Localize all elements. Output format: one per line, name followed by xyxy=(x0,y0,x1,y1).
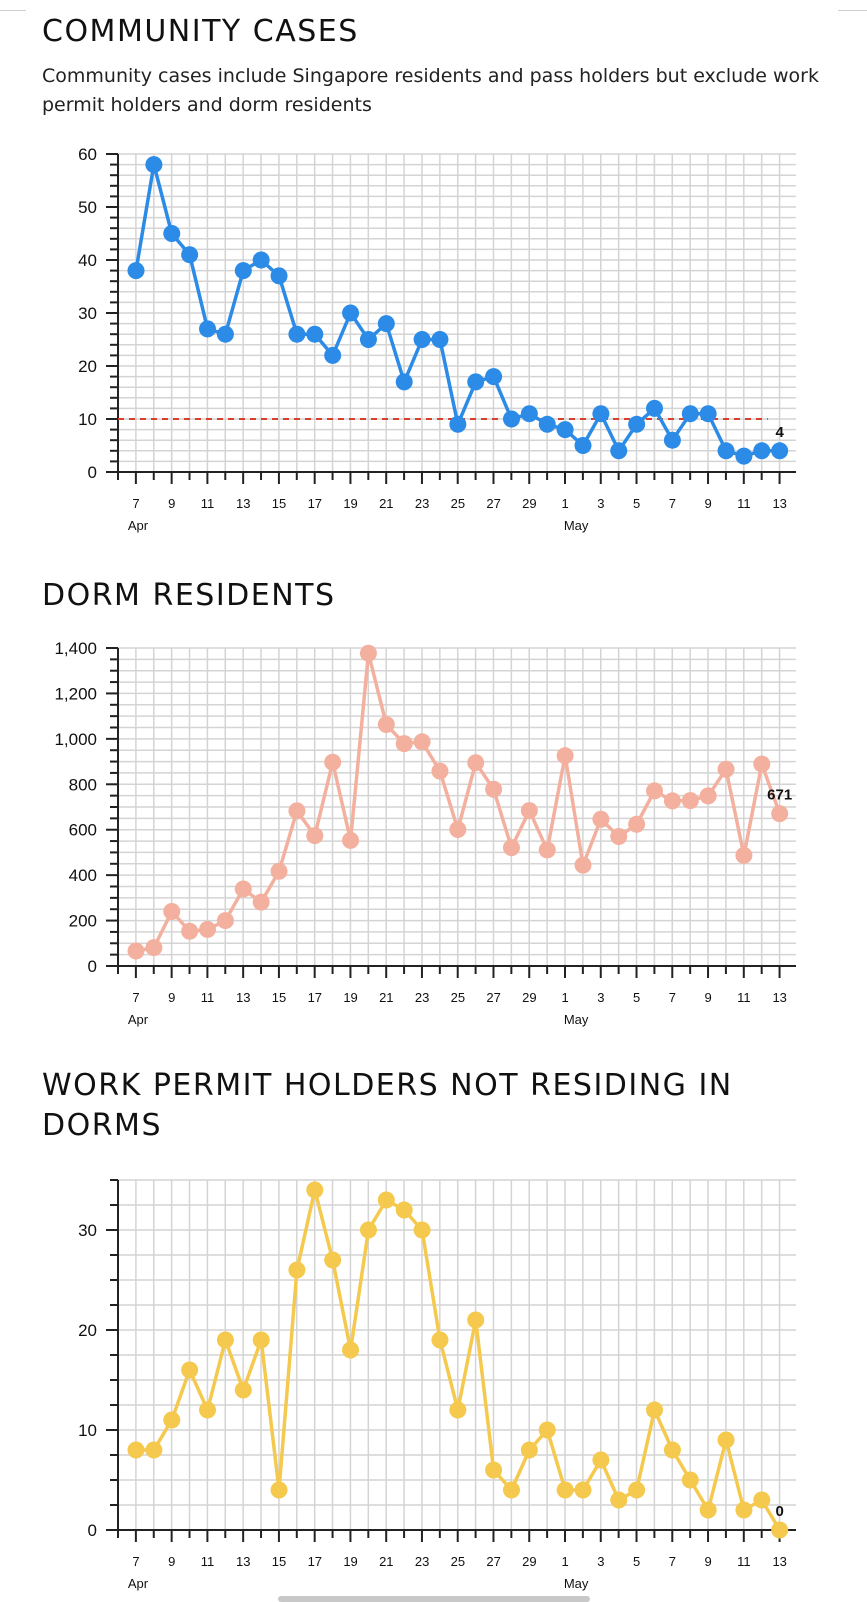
community-x-tick-label: 7 xyxy=(132,496,140,511)
dorm-data-point xyxy=(718,761,735,778)
work-permit-section xyxy=(0,1066,867,1600)
workpermit-x-tick-label: 11 xyxy=(200,1554,215,1569)
community-data-point xyxy=(235,262,252,279)
community-y-tick-label: 50 xyxy=(78,198,97,217)
workpermit-x-tick-label: 11 xyxy=(737,1554,751,1569)
community-data-point xyxy=(610,442,627,459)
community-y-tick-label: 10 xyxy=(78,410,97,429)
community-data-point xyxy=(288,326,305,343)
workpermit-x-tick-label: 9 xyxy=(704,1554,712,1569)
community-x-tick-label: 1 xyxy=(561,496,569,511)
dorm-data-point xyxy=(145,939,162,956)
dorm-data-point xyxy=(449,821,466,838)
dorm-data-point xyxy=(735,847,752,864)
workpermit-data-point xyxy=(306,1182,323,1199)
community-month-label-apr: Apr xyxy=(127,518,149,533)
community-data-point xyxy=(485,368,502,385)
community-data-point xyxy=(431,331,448,348)
workpermit-data-point xyxy=(771,1522,788,1539)
community-x-tick-label: 11 xyxy=(737,496,751,511)
dorm-y-tick-label: 1,000 xyxy=(54,729,97,749)
dorm-data-point xyxy=(431,763,448,780)
dorm-x-tick-label: 11 xyxy=(737,990,751,1005)
workpermit-data-point xyxy=(575,1482,592,1499)
dorm-data-point xyxy=(271,863,288,880)
dorm-data-point xyxy=(467,754,484,771)
workpermit-x-tick-label: 9 xyxy=(168,1554,176,1569)
workpermit-data-point xyxy=(414,1222,431,1239)
community-y-tick-label: 40 xyxy=(78,251,97,270)
community-data-point xyxy=(521,405,538,422)
dorm-y-tick-label: 0 xyxy=(87,957,97,976)
community-data-point xyxy=(682,405,699,422)
dorm-data-point xyxy=(771,805,788,822)
community-data-point xyxy=(145,156,162,173)
dorm-data-point xyxy=(235,880,252,897)
dorm-data-point xyxy=(378,716,395,733)
workpermit-data-point xyxy=(503,1482,520,1499)
dorm-residents-heading: DORM RESIDENTS xyxy=(42,578,336,613)
community-data-point xyxy=(163,225,180,242)
community-cases-heading: COMMUNITY CASES xyxy=(42,14,359,49)
community-y-tick-label: 30 xyxy=(78,304,97,323)
workpermit-data-point xyxy=(521,1442,538,1459)
community-x-tick-label: 23 xyxy=(414,496,430,511)
dorm-data-point xyxy=(342,832,359,849)
community-data-point xyxy=(771,442,788,459)
community-data-point xyxy=(557,421,574,438)
dorm-x-tick-label: 5 xyxy=(633,990,641,1005)
dorm-data-point xyxy=(628,816,645,833)
workpermit-data-point xyxy=(360,1222,377,1239)
dorm-x-tick-label: 11 xyxy=(200,990,215,1005)
dorm-x-tick-label: 1 xyxy=(561,990,569,1005)
workpermit-x-tick-label: 5 xyxy=(633,1554,641,1569)
workpermit-data-point xyxy=(753,1492,770,1509)
community-end-value-label: 4 xyxy=(775,423,784,441)
workpermit-x-tick-label: 1 xyxy=(561,1554,569,1569)
workpermit-data-point xyxy=(235,1382,252,1399)
community-data-point xyxy=(306,326,323,343)
workpermit-data-point xyxy=(539,1422,556,1439)
community-x-tick-label: 27 xyxy=(486,496,501,511)
community-data-point xyxy=(360,331,377,348)
community-x-tick-label: 11 xyxy=(200,496,215,511)
dorm-x-tick-label: 7 xyxy=(132,990,140,1005)
workpermit-data-point xyxy=(557,1482,574,1499)
workpermit-x-tick-label: 7 xyxy=(132,1554,140,1569)
workpermit-end-value-label: 0 xyxy=(775,1503,784,1520)
dorm-month-label-may: May xyxy=(563,1012,589,1027)
community-x-tick-label: 9 xyxy=(168,496,176,511)
dorm-x-tick-label: 23 xyxy=(414,990,430,1005)
dorm-data-point xyxy=(521,802,538,819)
dorm-data-point xyxy=(557,747,574,764)
workpermit-x-tick-label: 23 xyxy=(414,1554,430,1569)
dorm-x-tick-label: 15 xyxy=(271,990,287,1005)
dorm-x-tick-label: 3 xyxy=(597,990,605,1005)
dorm-x-tick-label: 9 xyxy=(704,990,712,1005)
community-data-point xyxy=(199,320,216,337)
workpermit-data-point xyxy=(253,1332,270,1349)
community-x-tick-label: 17 xyxy=(307,496,323,511)
community-x-tick-label: 15 xyxy=(271,496,287,511)
dorm-data-point xyxy=(646,782,663,799)
community-data-point xyxy=(414,331,431,348)
community-x-tick-label: 19 xyxy=(343,496,358,511)
workpermit-x-tick-label: 13 xyxy=(236,1554,251,1569)
workpermit-data-point xyxy=(145,1442,162,1459)
dorm-data-point xyxy=(396,735,413,752)
workpermit-data-point xyxy=(664,1442,681,1459)
workpermit-month-label-apr: Apr xyxy=(127,1576,149,1591)
community-cases-subtitle: Community cases include Singapore residents and pass holders but exclude work permit holders and dorm residents xyxy=(42,65,819,116)
workpermit-data-point xyxy=(610,1492,627,1509)
workpermit-data-point xyxy=(467,1312,484,1329)
community-data-point xyxy=(503,411,520,428)
dorm-x-tick-label: 19 xyxy=(343,990,358,1005)
community-data-point xyxy=(539,416,556,433)
community-data-point xyxy=(342,305,359,322)
community-x-tick-label: 5 xyxy=(633,496,641,511)
community-data-point xyxy=(735,448,752,465)
workpermit-data-point xyxy=(396,1202,413,1219)
dorm-x-tick-label: 29 xyxy=(522,990,537,1005)
workpermit-data-point xyxy=(342,1342,359,1359)
dorm-data-point xyxy=(360,645,377,662)
work-permit-chart xyxy=(0,1166,867,1600)
workpermit-data-point xyxy=(199,1402,216,1419)
workpermit-data-point xyxy=(628,1482,645,1499)
dorm-y-tick-label: 600 xyxy=(68,820,97,840)
workpermit-x-tick-label: 21 xyxy=(379,1554,394,1569)
community-data-point xyxy=(324,347,341,364)
dorm-data-point xyxy=(288,802,305,819)
community-data-point xyxy=(467,373,484,390)
dorm-x-tick-label: 13 xyxy=(236,990,251,1005)
workpermit-x-tick-label: 19 xyxy=(343,1554,358,1569)
community-x-tick-label: 25 xyxy=(450,496,466,511)
community-y-tick-label: 20 xyxy=(78,357,97,376)
dorm-data-point xyxy=(306,827,323,844)
community-data-point xyxy=(646,400,663,417)
community-x-tick-label: 29 xyxy=(522,496,537,511)
community-data-point xyxy=(592,405,609,422)
community-data-point xyxy=(449,416,466,433)
workpermit-month-label-may: May xyxy=(563,1576,589,1591)
community-y-tick-label: 0 xyxy=(87,463,97,482)
dorm-x-tick-label: 25 xyxy=(450,990,466,1005)
workpermit-data-point xyxy=(592,1452,609,1469)
dorm-data-point xyxy=(700,787,717,804)
community-data-point xyxy=(271,267,288,284)
community-data-point xyxy=(181,246,198,263)
workpermit-x-tick-label: 29 xyxy=(522,1554,537,1569)
workpermit-x-tick-label: 15 xyxy=(271,1554,287,1569)
workpermit-x-tick-label: 13 xyxy=(772,1554,787,1569)
dorm-month-label-apr: Apr xyxy=(127,1012,149,1027)
dorm-x-tick-label: 21 xyxy=(379,990,394,1005)
workpermit-y-tick-label: 10 xyxy=(78,1421,97,1440)
dorm-data-point xyxy=(199,921,216,938)
community-data-point xyxy=(700,405,717,422)
community-x-tick-label: 13 xyxy=(772,496,787,511)
workpermit-data-point xyxy=(271,1482,288,1499)
dorm-x-tick-label: 17 xyxy=(307,990,323,1005)
community-x-tick-label: 3 xyxy=(597,496,605,511)
community-data-point xyxy=(253,252,270,269)
community-month-label-may: May xyxy=(563,518,589,533)
community-data-point xyxy=(396,373,413,390)
community-data-point xyxy=(128,262,145,279)
workpermit-data-point xyxy=(735,1502,752,1519)
workpermit-data-point xyxy=(485,1462,502,1479)
workpermit-y-tick-label: 30 xyxy=(78,1221,97,1240)
dorm-x-tick-label: 27 xyxy=(486,990,501,1005)
dorm-y-tick-label: 1,200 xyxy=(54,684,97,704)
community-cases-chart xyxy=(0,140,867,540)
workpermit-x-tick-label: 25 xyxy=(450,1554,466,1569)
dorm-data-point xyxy=(753,756,770,773)
workpermit-data-point xyxy=(181,1362,198,1379)
community-x-tick-label: 7 xyxy=(668,496,677,511)
dorm-data-point xyxy=(253,894,270,911)
community-data-point xyxy=(664,432,681,449)
workpermit-data-point xyxy=(163,1412,180,1429)
dorm-data-point xyxy=(128,943,145,960)
dorm-residents-section xyxy=(0,570,867,1040)
workpermit-data-point xyxy=(682,1472,699,1489)
community-data-point xyxy=(628,416,645,433)
workpermit-x-tick-label: 3 xyxy=(597,1554,605,1569)
workpermit-data-point xyxy=(718,1432,735,1449)
community-y-tick-label: 60 xyxy=(78,145,97,164)
workpermit-x-tick-label: 17 xyxy=(307,1554,323,1569)
community-data-point xyxy=(753,442,770,459)
dorm-y-tick-label: 200 xyxy=(68,911,97,931)
dorm-x-tick-label: 13 xyxy=(772,990,787,1005)
dorm-data-point xyxy=(503,839,520,856)
dorm-data-point xyxy=(682,792,699,809)
dorm-end-value-label: 671 xyxy=(767,786,793,804)
dorm-data-point xyxy=(217,912,234,929)
community-data-point xyxy=(575,437,592,454)
workpermit-y-tick-label: 20 xyxy=(78,1321,97,1340)
dorm-data-point xyxy=(324,754,341,771)
community-cases-section xyxy=(0,0,867,560)
community-data-point xyxy=(378,315,395,332)
community-x-tick-label: 21 xyxy=(379,496,394,511)
workpermit-data-point xyxy=(288,1262,305,1279)
dorm-data-point xyxy=(181,923,198,940)
dorm-data-point xyxy=(539,841,556,858)
dorm-y-tick-label: 400 xyxy=(68,866,97,886)
dorm-data-point xyxy=(414,733,431,750)
dorm-x-tick-label: 7 xyxy=(668,990,677,1005)
dorm-data-point xyxy=(592,811,609,828)
workpermit-data-point xyxy=(646,1402,663,1419)
workpermit-data-point xyxy=(431,1332,448,1349)
dorm-data-point xyxy=(485,781,502,798)
workpermit-y-tick-label: 0 xyxy=(87,1521,97,1540)
community-data-point xyxy=(217,326,234,343)
workpermit-data-point xyxy=(324,1252,341,1269)
workpermit-data-point xyxy=(217,1332,234,1349)
work-permit-heading: WORK PERMIT HOLDERS NOT RESIDING IN DORMS xyxy=(42,1068,733,1143)
workpermit-x-tick-label: 7 xyxy=(668,1554,677,1569)
dorm-data-point xyxy=(163,903,180,920)
dorm-y-tick-label: 800 xyxy=(68,775,97,795)
workpermit-data-point xyxy=(449,1402,466,1419)
home-indicator[interactable] xyxy=(278,1596,590,1602)
community-data-point xyxy=(718,442,735,459)
workpermit-data-point xyxy=(128,1442,145,1459)
dorm-data-point xyxy=(664,792,681,809)
community-x-tick-label: 13 xyxy=(236,496,251,511)
workpermit-data-point xyxy=(378,1192,395,1209)
dorm-y-tick-label: 1,400 xyxy=(54,639,97,658)
dorm-data-point xyxy=(575,857,592,874)
dorm-data-point xyxy=(610,828,627,845)
workpermit-data-point xyxy=(700,1502,717,1519)
workpermit-x-tick-label: 27 xyxy=(486,1554,501,1569)
dorm-residents-chart xyxy=(0,640,867,1040)
community-x-tick-label: 9 xyxy=(704,496,712,511)
dorm-x-tick-label: 9 xyxy=(168,990,176,1005)
